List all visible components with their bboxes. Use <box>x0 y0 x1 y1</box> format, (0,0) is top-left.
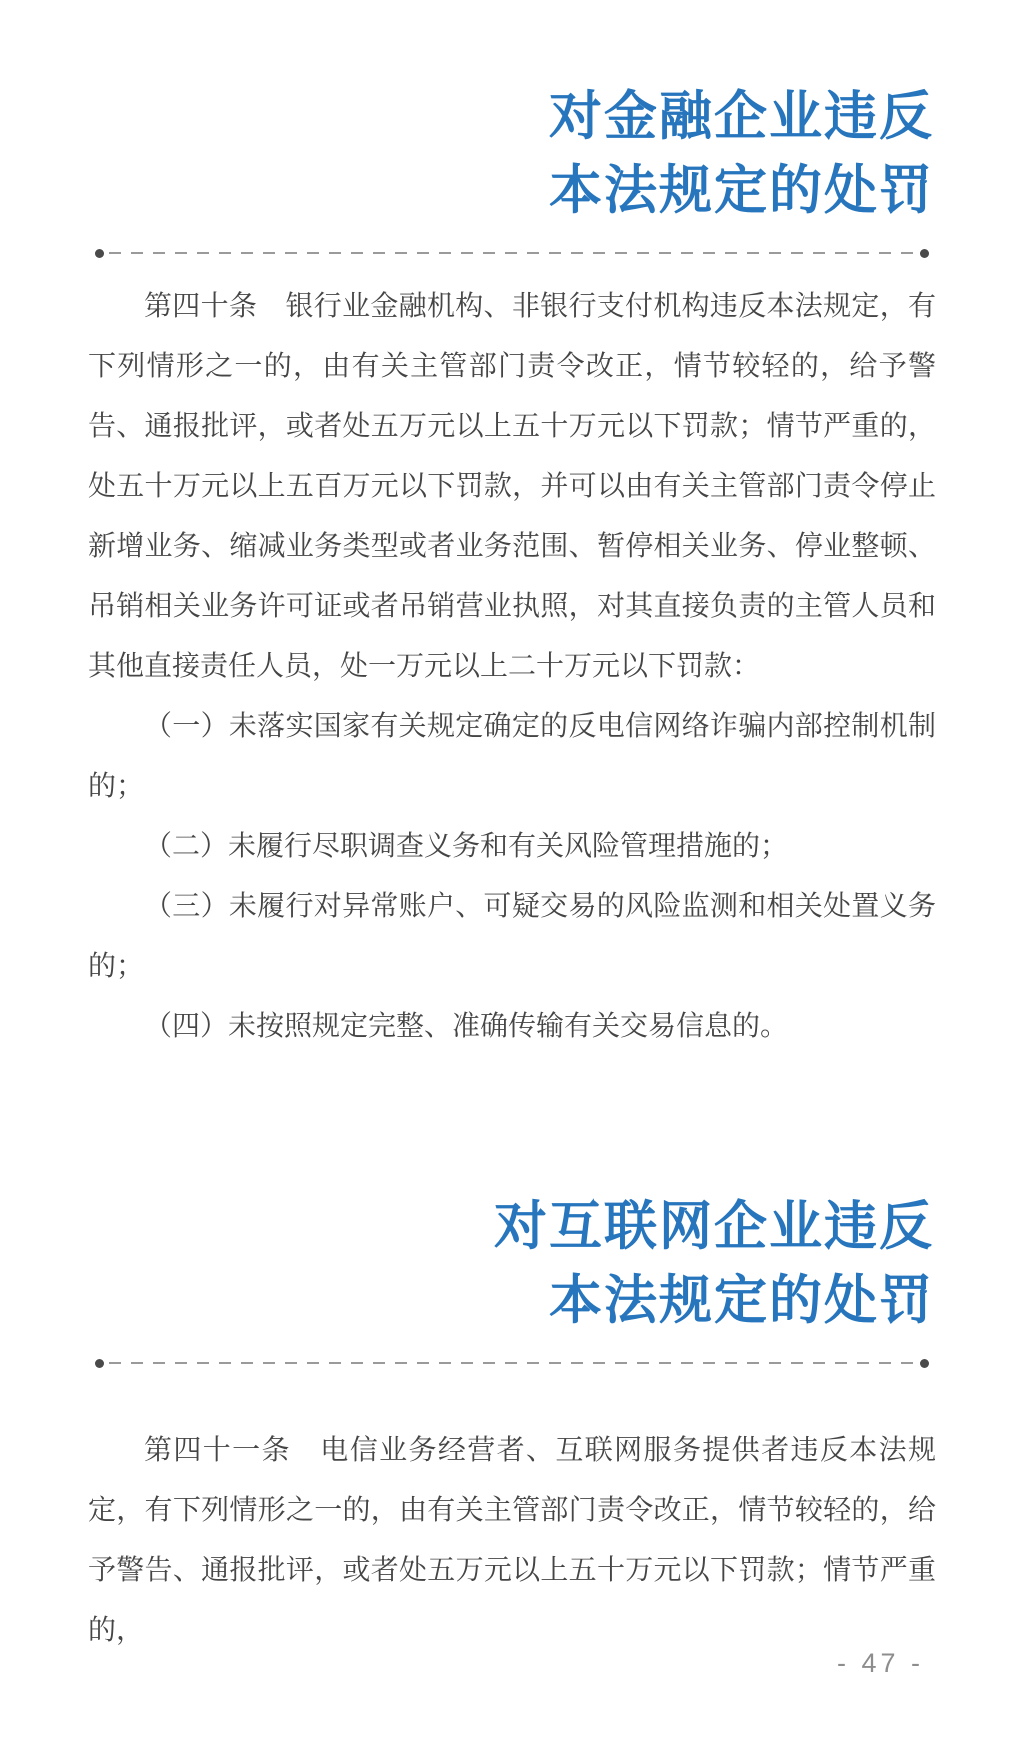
article-40-item-1: （一）未落实国家有关规定确定的反电信网络诈骗内部控制机制的； <box>88 710 936 801</box>
dashed-divider <box>95 248 929 258</box>
divider-dashed-line <box>109 1362 915 1364</box>
article-40-item-3: （三）未履行对异常账户、可疑交易的风险监测和相关处置义务的； <box>88 890 936 981</box>
divider-dashed-line <box>109 252 915 254</box>
divider-right-dot-icon <box>920 249 929 258</box>
section-title-internet <box>0 1056 1024 1338</box>
article-40-paragraph: 第四十条 银行业金融机构、非银行支付机构违反本法规定，有下列情形之一的，由有关主管部门责令改正，情节较轻的，给予警告、通报批评，或者处五万元以上五十万元以下罚款；情节严重的，处五十万元以上五百万元以下罚款，并可以由有关主管部门责令停止新增业务、缩减业务类型或者业务范围、暂停相关业务、停业整顿、吊销相关业务许可证或者吊销营业执照，对其直接负责的主管人员和其他直接责任人员，处一万元以上二十万元以下罚款： <box>88 290 936 681</box>
divider-left-dot-icon <box>95 249 104 258</box>
section-title-line-2: 本法规定的处罚 <box>549 161 934 220</box>
section-title-financial <box>0 0 1024 228</box>
dashed-divider <box>95 1358 929 1368</box>
section-title-line-1: 对互联网企业违反 <box>494 1197 934 1256</box>
section-internet-enterprises <box>0 1056 1024 1660</box>
article-41-body <box>88 1420 936 1660</box>
section-title-line-1: 对金融企业违反 <box>549 87 934 146</box>
article-40-item-2: （二）未履行尽职调查义务和有关风险管理措施的； <box>144 830 789 861</box>
article-41-paragraph: 第四十一条 电信业务经营者、互联网服务提供者违反本法规定，有下列情形之一的，由有关主管部门责令改正，情节较轻的，给予警告、通报批评，或者处五万元以上五十万元以下罚款；情节严重的， <box>88 1434 936 1645</box>
page-number: - 47 - <box>836 1648 924 1678</box>
article-40-item-4: （四）未按照规定完整、准确传输有关交易信息的。 <box>144 1010 789 1041</box>
divider-left-dot-icon <box>95 1359 104 1368</box>
section-title-line-2: 本法规定的处罚 <box>549 1271 934 1330</box>
article-40-body <box>88 276 936 1056</box>
divider-right-dot-icon <box>920 1359 929 1368</box>
